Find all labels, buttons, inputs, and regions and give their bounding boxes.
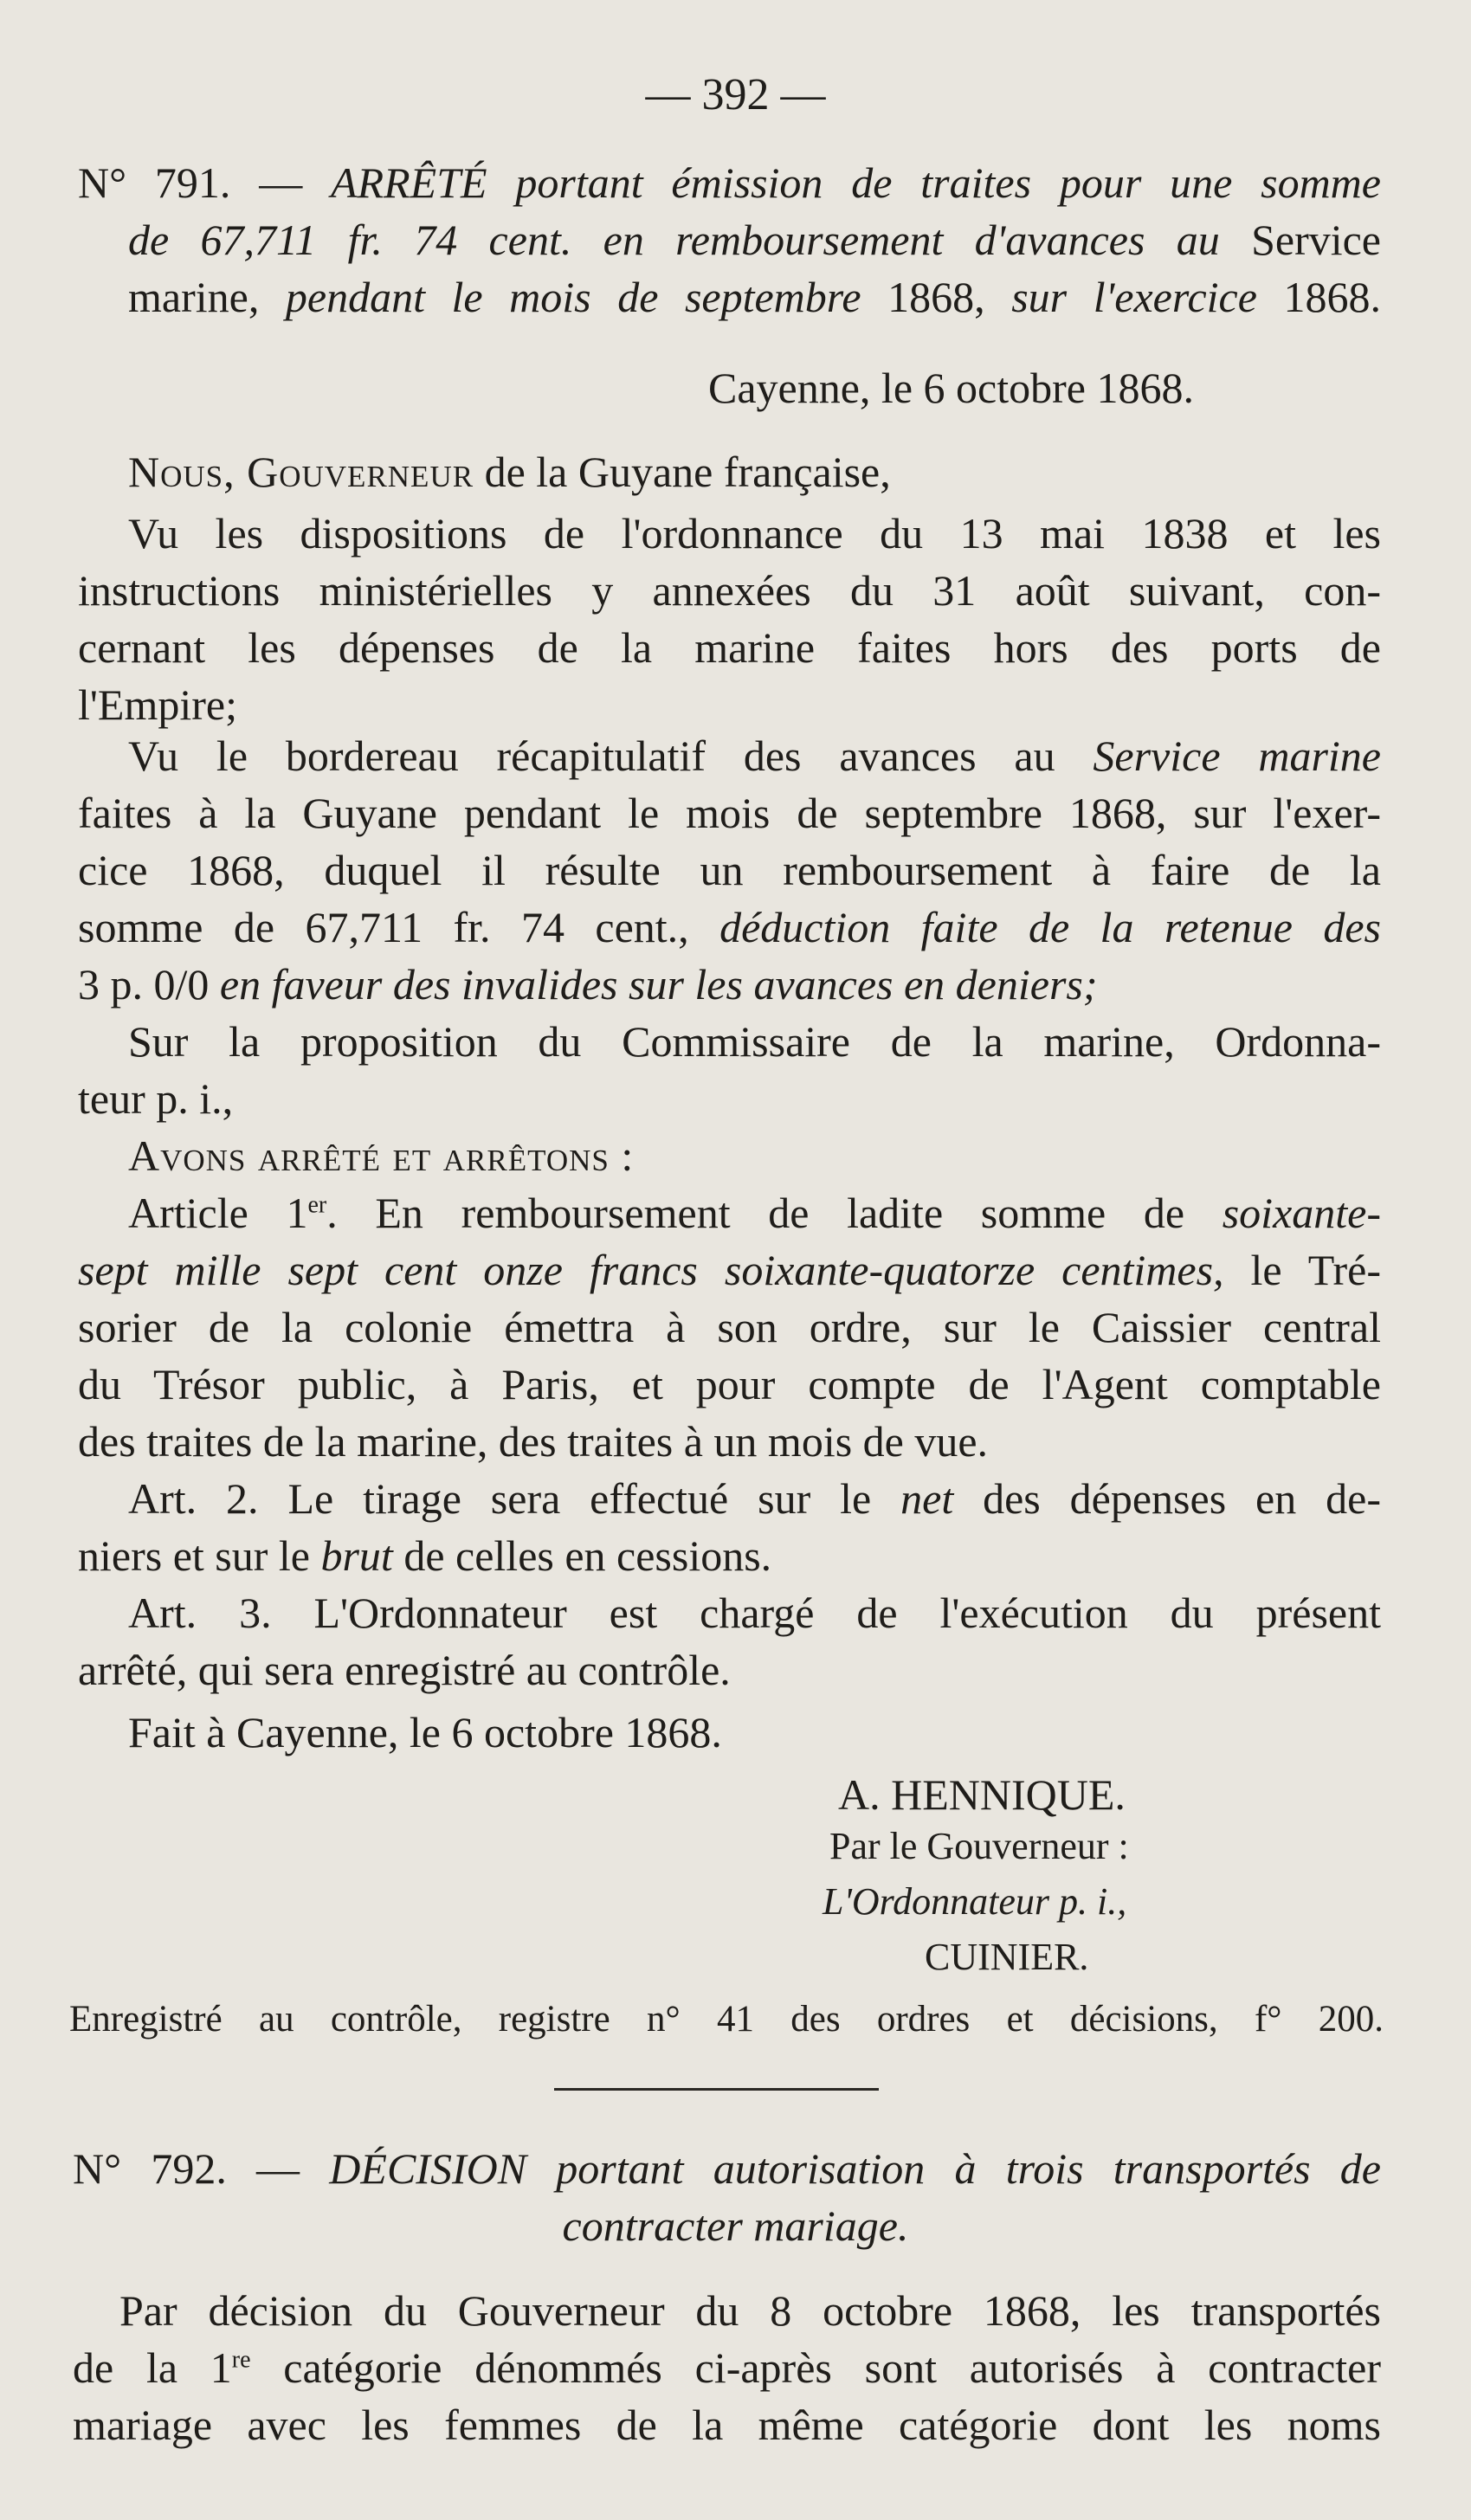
signature-ordonnateur: L'Ordonnateur p. i., <box>823 1880 1127 1923</box>
article-2-line-2: niers et sur le brut de celles en cessions. <box>78 1531 772 1580</box>
section-divider <box>554 2088 879 2091</box>
fait-a-cayenne: Fait à Cayenne, le 6 octobre 1868. <box>128 1708 722 1756</box>
para-vu-1-line-4: l'Empire; <box>78 680 237 729</box>
heading-792-line-1: N° 792. — DÉCISION portant autorisation à trois transportés de <box>73 2144 1381 2193</box>
para-vu-1-line-1: Vu les dispositions de l'ordonnance du 13 mai 1838 et les <box>128 509 1381 557</box>
heading-791-line-1: N° 791. — ARRÊTÉ portant émission de traites pour une somme <box>78 158 1381 207</box>
heading-791-line-2: de 67,711 fr. 74 cent. en remboursement d'avances au Service <box>128 216 1381 264</box>
para-792-line-1: Par décision du Gouverneur du 8 octobre 1868, les transportés <box>119 2286 1381 2335</box>
para-sur-line-2: teur p. i., <box>78 1074 234 1123</box>
article-1-line-1: Article 1er. En remboursement de ladite somme de soixante- <box>128 1189 1381 1237</box>
para-vu-2-line-4: somme de 67,711 fr. 74 cent., déduction faite de la retenue des <box>78 903 1381 951</box>
para-sur-line-1: Sur la proposition du Commissaire de la marine, Ordonna- <box>128 1017 1381 1066</box>
signature-cuinier: CUINIER. <box>925 1936 1089 1978</box>
signature-par-le-gouverneur: Par le Gouverneur : <box>829 1825 1129 1867</box>
enregistre-note: Enregistré au contrôle, registre n° 41 des ordres et décisions, f° 200. <box>69 1999 1384 2040</box>
nous-line: Nous, Gouverneur de la Guyane française, <box>128 448 891 496</box>
article-1-line-2: sept mille sept cent onze francs soixante-quatorze centimes, le Tré- <box>78 1246 1381 1294</box>
para-vu-1-line-3: cernant les dépenses de la marine faites hors des ports de <box>78 623 1381 672</box>
article-3-line-1: Art. 3. L'Ordonnateur est chargé de l'exécution du présent <box>128 1589 1381 1637</box>
heading-791-line-3: marine, pendant le mois de septembre 1868, sur l'exercice 1868. <box>128 273 1381 321</box>
article-2-line-1: Art. 2. Le tirage sera effectué sur le net des dépenses en de- <box>128 1474 1381 1523</box>
article-1-line-3: sorier de la colonie émettra à son ordre, sur le Caissier central <box>78 1303 1381 1351</box>
para-vu-2-line-1: Vu le bordereau récapitulatif des avances au Service marine <box>128 732 1381 780</box>
para-vu-1-line-2: instructions ministérielles y annexées du 31 août suivant, con- <box>78 566 1381 615</box>
article-3-line-2: arrêté, qui sera enregistré au contrôle. <box>78 1646 731 1694</box>
para-792-line-2: de la 1re catégorie dénommés ci-après sont autorisés à contracter <box>73 2343 1381 2392</box>
place-date: Cayenne, le 6 octobre 1868. <box>708 364 1194 412</box>
page-number: — 392 — <box>645 70 826 119</box>
para-792-line-3: mariage avec les femmes de la même catégorie dont les noms <box>73 2401 1381 2449</box>
signature-hennique: A. HENNIQUE. <box>838 1770 1126 1819</box>
heading-792-line-2: contracter mariage. <box>562 2201 909 2250</box>
para-vu-2-line-2: faites à la Guyane pendant le mois de septembre 1868, sur l'exer- <box>78 789 1381 837</box>
para-vu-2-line-3: cice 1868, duquel il résulte un remboursement à faire de la <box>78 846 1381 894</box>
avons-arrete: Avons arrêté et arrêtons : <box>128 1131 635 1180</box>
article-1-line-5: des traites de la marine, des traites à un mois de vue. <box>78 1417 989 1466</box>
para-vu-2-line-5: 3 p. 0/0 en faveur des invalides sur les avances en deniers; <box>78 960 1098 1009</box>
article-1-line-4: du Trésor public, à Paris, et pour compte de l'Agent comptable <box>78 1360 1381 1408</box>
